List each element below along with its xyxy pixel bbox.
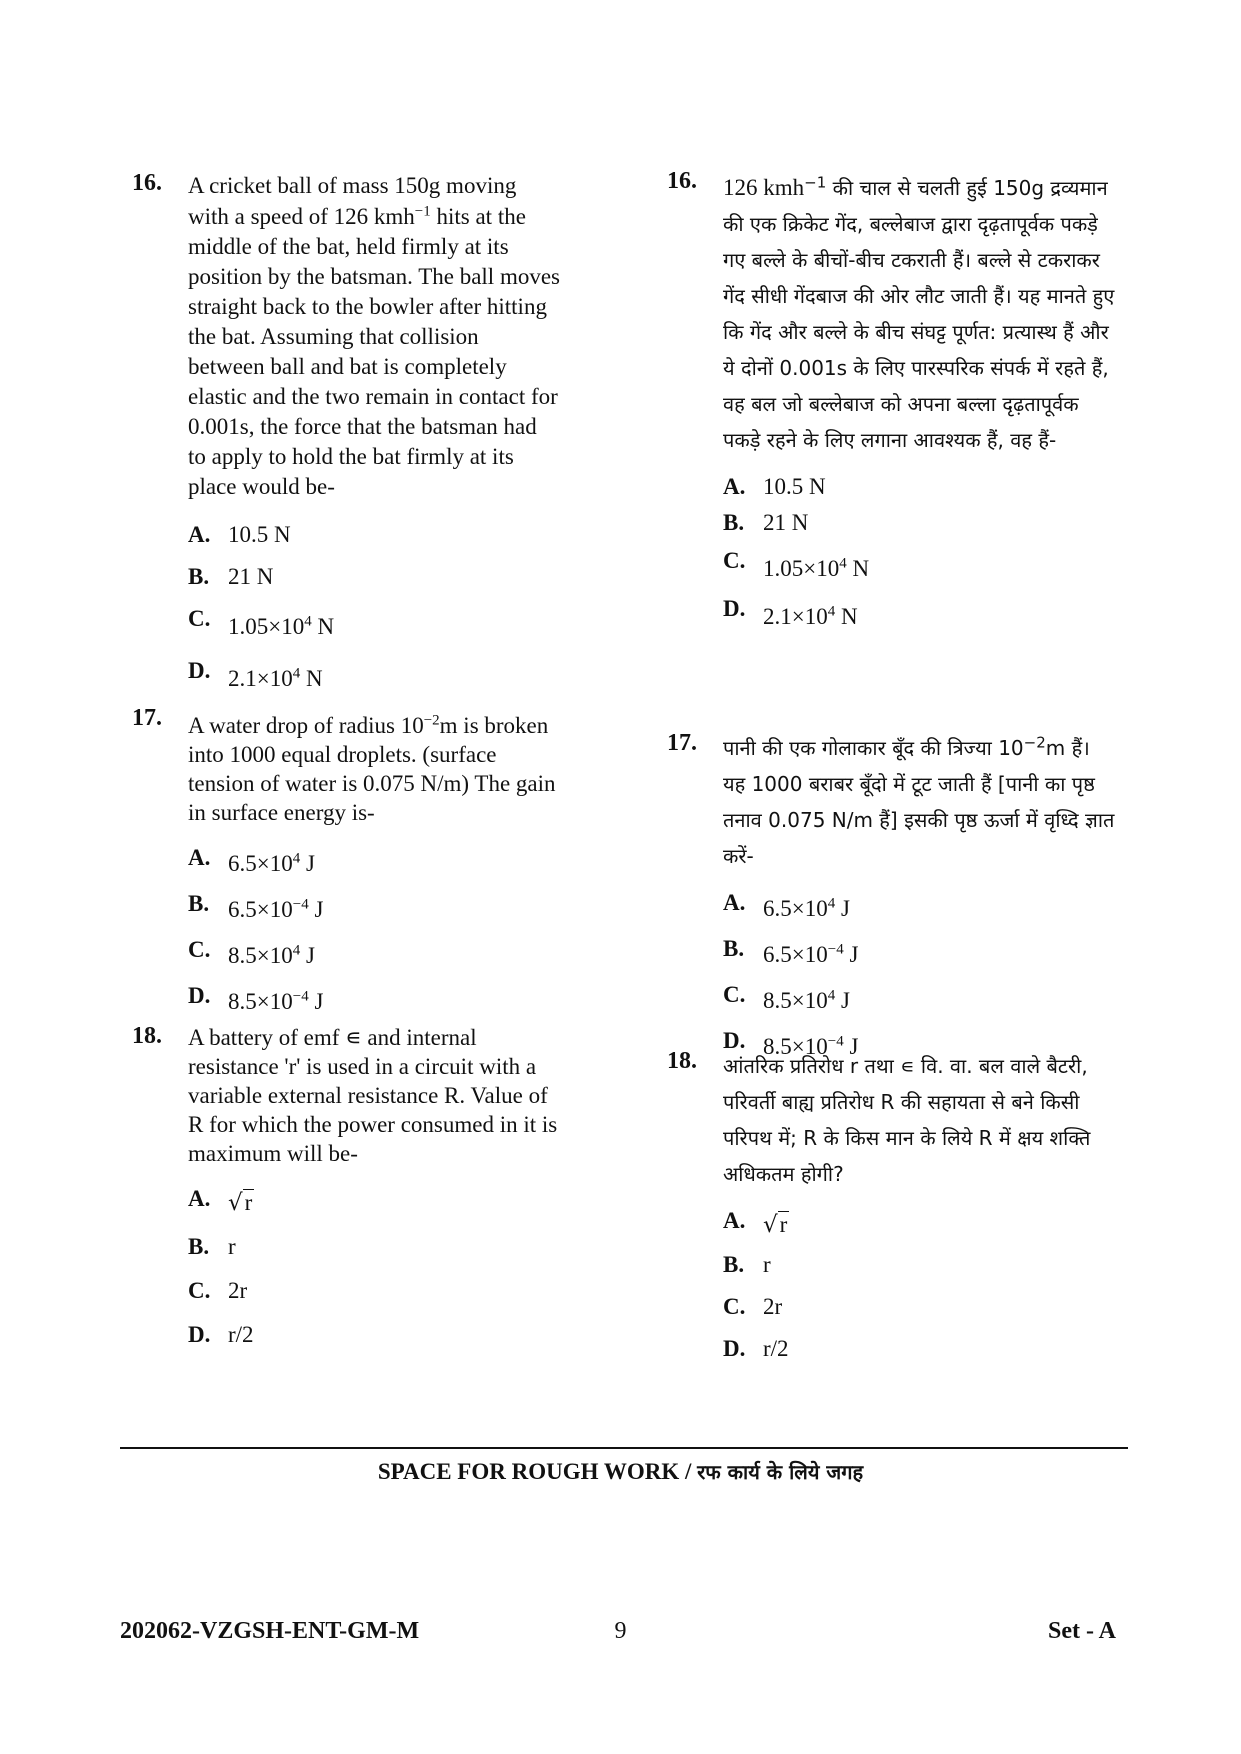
- option-b[interactable]: B. 21 N: [723, 510, 809, 535]
- option-a[interactable]: A. 10.5 N: [188, 522, 291, 547]
- english-column: [120, 170, 560, 1348]
- option-c[interactable]: C. $1.05\times 10^4$ N: [188, 606, 335, 639]
- option-a[interactable]: A. $6.5\times 10^4$ J: [188, 845, 315, 876]
- options: [723, 890, 1115, 1059]
- options: [188, 845, 560, 1014]
- question-18-en: [120, 1023, 560, 1348]
- option-a[interactable]: A. √r: [723, 1208, 788, 1238]
- question-number: 18.: [667, 1048, 697, 1074]
- options: [188, 1186, 560, 1348]
- divider-line: [120, 1447, 1128, 1449]
- option-c[interactable]: C. $1.05\times 10^4$ N: [723, 548, 870, 581]
- option-b[interactable]: B. $6.5\times 10^{-4}$ J: [723, 936, 859, 967]
- option-d[interactable]: D. r/2: [188, 1322, 254, 1347]
- question-number: 17.: [132, 705, 162, 731]
- sqrt-symbol: √: [228, 1190, 243, 1216]
- question-text: आंतरिक प्रतिरोध r तथा ∊ वि. वा. बल वाले बैटरी, परिवर्ती बाह्य प्रतिरोध R की सहायता से बने किसी परिपथ में; R के किस मान के लिये R में क्षय शक्ति अधिकतम होगी?: [723, 1054, 1091, 1186]
- option-b[interactable]: B. r: [723, 1252, 771, 1277]
- options: [723, 1208, 1115, 1362]
- question-18-hi: [655, 1048, 1115, 1362]
- question-number: 16.: [667, 168, 697, 194]
- hindi-column: [655, 168, 1115, 1362]
- option-d[interactable]: D. $2.1\times 10^4$ N: [723, 596, 858, 629]
- option-b[interactable]: B. 21 N: [188, 564, 274, 589]
- question-text: A water drop of radius $10^{-2}m$ is broken into 1000 equal droplets. (surface tension of water is 0.075 N/m) The gain in surface energy is-: [188, 712, 556, 825]
- option-a[interactable]: A. $6.5\times 10^4$ J: [723, 890, 850, 921]
- option-a[interactable]: A. √r: [188, 1186, 253, 1216]
- option-b[interactable]: B. $6.5\times 10^{-4}$ J: [188, 891, 324, 922]
- question-16-hi: [655, 168, 1115, 730]
- question-16-en: [120, 170, 560, 705]
- sqrt-symbol: √: [763, 1212, 778, 1238]
- option-d[interactable]: D. $2.1\times 10^4$ N: [188, 658, 323, 691]
- options: [188, 522, 560, 691]
- option-c[interactable]: C. $8.5\times 10^4$ J: [723, 982, 850, 1013]
- option-d[interactable]: D. $8.5\times 10^{-4}$ J: [188, 983, 324, 1014]
- paper-code: 202062-VZGSH-ENT-GM-M: [120, 1618, 420, 1644]
- option-d[interactable]: D. r/2: [723, 1336, 789, 1361]
- page-number: 9: [614, 1618, 627, 1644]
- question-17-hi: [655, 730, 1115, 1059]
- question-17-en: [120, 705, 560, 1023]
- option-c[interactable]: C. 2r: [188, 1278, 248, 1303]
- option-c[interactable]: C. 2r: [723, 1294, 783, 1319]
- question-text: A battery of emf ∊ and internal resistance 'r' is used in a circuit with a variable external resistance R. Value of R for which the power consumed in it is maximum will be-: [188, 1025, 558, 1166]
- rough-work-heading: SPACE FOR ROUGH WORK / रफ कार्य के लिये जगह: [377, 1459, 864, 1484]
- question-text: 126 kmh$^{-1}$ की चाल से चलती हुई 150g द्रव्यमान की एक क्रिकेट गेंद, बल्लेबाज द्वारा दृढ़तापूर्वक पकड़े गए बल्ले के बीचों-बीच टकराती हैं। बल्ले से टकराकर गेंद सीधी गेंदबाज की ओर लौट जाती हैं। यह मानते हुए कि गेंद और बल्ले के बीच संघट्ट पूर्णत: प्रत्यास्थ हैं और ये दोनों 0.001s के लिए पारस्परिक संपर्क में रहते हैं, वह बल जो बल्लेबाज को अपना बल्ला दृढ़तापूर्वक पकड़े रहने के लिए लगाना आवश्यक हैं, वह हैं-: [723, 173, 1115, 452]
- question-number: 16.: [132, 170, 162, 196]
- question-number: 18.: [132, 1023, 162, 1049]
- options: [723, 474, 1115, 629]
- question-text: A cricket ball of mass 150g moving with a speed of 126 kmh$^{-1}$ hits at the middle of the bat, held firmly at its position by the batsman. The ball moves straight back to the bowler after hitting the bat. Assuming that collision between ball and bat is completely elastic and the two remain in contact for 0.001s, the force that the batsman had to apply to hold the bat firmly at its place would be-: [188, 173, 560, 499]
- option-d[interactable]: D. $8.5\times 10^{-4}$ J: [723, 1028, 859, 1059]
- option-a[interactable]: A. 10.5 N: [723, 474, 826, 499]
- set-label: Set - A: [1048, 1618, 1116, 1644]
- question-text: पानी की एक गोलाकार बूँद की त्रिज्या $10^{-2}m$ हैं। यह 1000 बराबर बूँदो में टूट जाती हैं [पानी का पृष्ठ तनाव 0.075 N/m हैं] इसकी पृष्ठ ऊर्जा में वृध्दि ज्ञात करें-: [723, 733, 1115, 868]
- question-number: 17.: [667, 730, 697, 756]
- option-c[interactable]: C. $8.5\times 10^4$ J: [188, 937, 315, 968]
- option-b[interactable]: B. r: [188, 1234, 236, 1259]
